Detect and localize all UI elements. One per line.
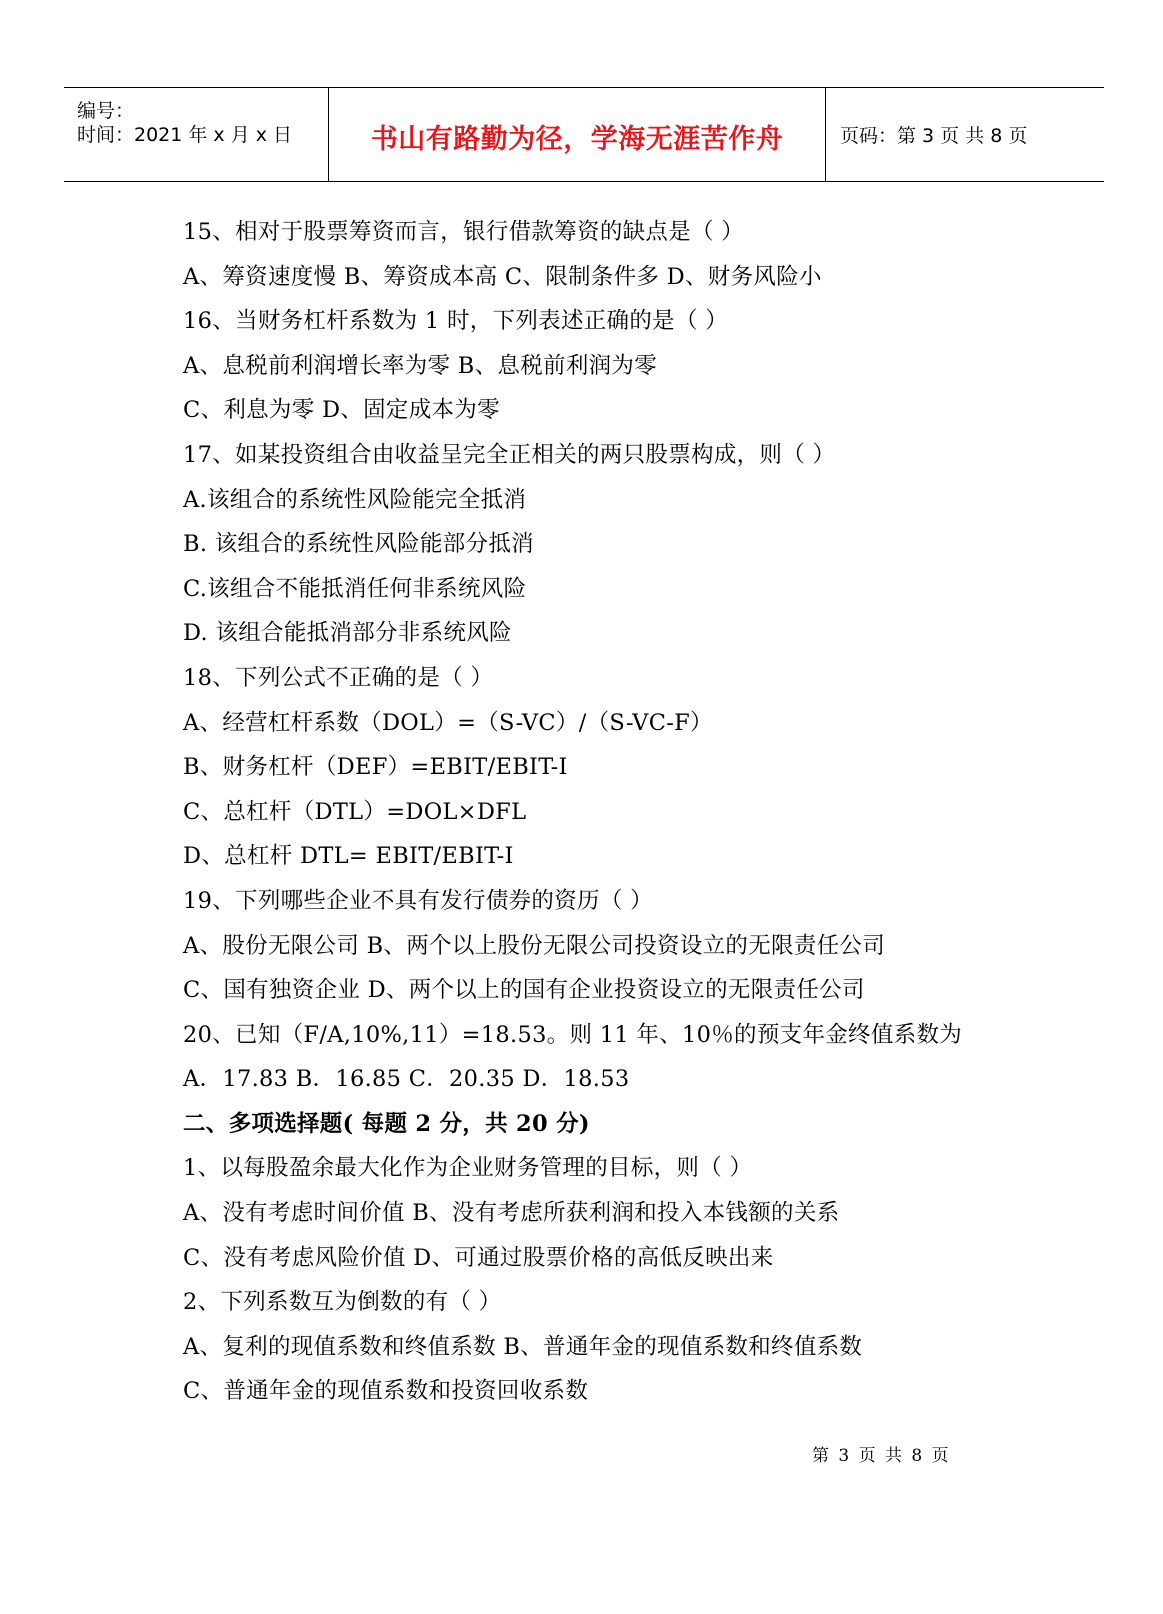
header-page-cell — [826, 88, 1104, 181]
question-content — [183, 210, 983, 1414]
question-line: A、经营杠杆系数（DOL）=（S-VC）/（S-VC-F） — [183, 709, 713, 736]
question-line: C、利息为零 D、固定成本为零 — [183, 397, 500, 424]
question-line: 16、当财务杠杆系数为 1 时，下列表述正确的是（ ） — [183, 308, 729, 335]
question-line: A、筹资速度慢 B、筹资成本高 C、限制条件多 D、财务风险小 — [183, 263, 822, 290]
page-footer: 第 3 页 共 8 页 — [812, 1446, 951, 1466]
question-line: A.该组合的系统性风险能完全抵消 — [183, 486, 527, 513]
question-line: A、没有考虑时间价值 B、没有考虑所获利润和投入本钱额的关系 — [183, 1200, 840, 1227]
question-line: D. 该组合能抵消部分非系统风险 — [183, 620, 512, 647]
question-line: C、没有考虑风险价值 D、可通过股票价格的高低反映出来 — [183, 1244, 774, 1271]
question-line: 18、下列公式不正确的是（ ） — [183, 664, 494, 691]
header-motto-cell — [328, 88, 826, 181]
document-header — [64, 87, 1104, 182]
question-line: 2、下列系数互为倒数的有（ ） — [183, 1289, 502, 1316]
header-motto: 书山有路勤为径，学海无涯苦作舟 — [370, 124, 784, 155]
question-line: A、复利的现值系数和终值系数 B、普通年金的现值系数和终值系数 — [183, 1333, 863, 1360]
question-line: C、国有独资企业 D、两个以上的国有企业投资设立的无限责任公司 — [183, 977, 865, 1004]
question-line: 15、相对于股票筹资而言，银行借款筹资的缺点是（ ） — [183, 219, 745, 245]
document-number-label: 编号： — [77, 100, 135, 122]
document-time-label: 时间：2021 年 x 月 x 日 — [77, 124, 293, 146]
question-line: C.该组合不能抵消任何非系统风险 — [183, 575, 527, 602]
question-line: B. 该组合的系统性风险能部分抵消 — [183, 531, 534, 558]
question-line: C、总杠杆（DTL）=DOL×DFL — [183, 798, 527, 825]
question-line: D、总杠杆 DTL= EBIT/EBIT-I — [183, 843, 514, 870]
header-page-info: 页码：第 3 页 共 8 页 — [840, 125, 1028, 147]
question-line: C、普通年金的现值系数和投资回收系数 — [183, 1378, 589, 1405]
section-heading: 二、多项选择题( 每题 2 分，共 20 分) — [183, 1110, 590, 1137]
question-line: B、财务杠杆（DEF）=EBIT/EBIT-I — [183, 754, 568, 781]
header-meta-cell — [64, 88, 328, 181]
question-line: 1、以每股盈余最大化作为企业财务管理的目标，则（ ） — [183, 1155, 753, 1182]
question-line: A、息税前利润增长率为零 B、息税前利润为零 — [183, 352, 658, 379]
question-line: 17、如某投资组合由收益呈完全正相关的两只股票构成，则（ ） — [183, 441, 836, 468]
question-line: 19、下列哪些企业不具有发行债券的资历（ ） — [183, 887, 653, 914]
question-line: A．17.83 B．16.85 C．20.35 D．18.53 — [183, 1066, 630, 1093]
question-line: 20、已知（F/A,10%,11）=18.53。则 11 年、10％的预支年金终值系数为 — [183, 1021, 963, 1048]
question-line: A、股份无限公司 B、两个以上股份无限公司投资设立的无限责任公司 — [183, 932, 886, 959]
